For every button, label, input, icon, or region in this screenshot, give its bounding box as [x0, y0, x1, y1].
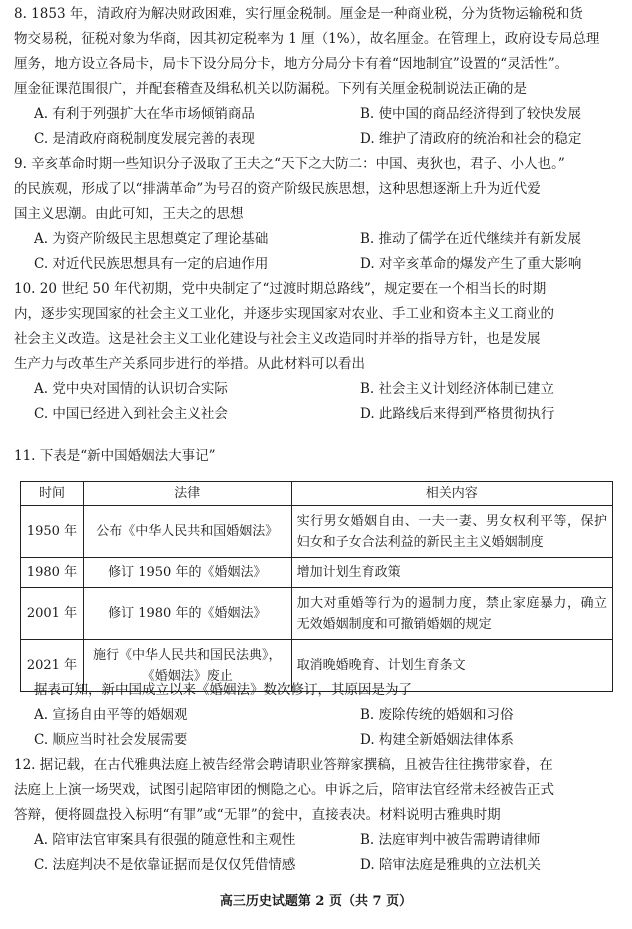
q10-option-c: C. 中国已经进入到社会主义社会: [34, 406, 228, 422]
q12-option-b: B. 法庭审判中被告需聘请律师: [360, 832, 541, 848]
table-header-content: 相关内容: [291, 482, 612, 506]
q8-option-a: A. 有利于列强扩大在华市场倾销商品: [34, 106, 255, 122]
q8-line-3: 厘务，地方设立各局卡，局卡下设分局分卡，地方分局分卡有着“因地制宜”设置的“灵活性”。: [14, 56, 569, 72]
q10-option-b: B. 社会主义计划经济体制已建立: [360, 381, 555, 397]
table-cell-year: 1980 年: [21, 558, 84, 588]
q9-option-d: D. 对辛亥革命的爆发产生了重大影响: [360, 256, 582, 272]
q9-line-2: 的民族观，形成了以“排满革命”为号召的资产阶级民族思想，这种思想逐渐上升为近代爱: [14, 181, 541, 197]
q10-option-a: A. 党中央对国情的认识切合实际: [34, 381, 228, 397]
table-row: [21, 558, 613, 588]
table-cell-law: 修订 1980 年的《婚姻法》: [83, 588, 291, 640]
q9-line-3: 国主义思潮。由此可知，王夫之的思想: [14, 206, 244, 222]
q12-option-a: A. 陪审法官审案具有很强的随意性和主观性: [34, 832, 296, 848]
table-header-law: 法律: [83, 482, 291, 506]
q12-line-3: 答辩，便将圆盘投入标明“有罪”或“无罪”的瓮中，直接表决。材料说明古雅典时期: [14, 807, 501, 823]
table-cell-year: 2021 年: [21, 640, 84, 692]
table-header-row: [21, 482, 613, 506]
q12-line-2: 法庭上上演一场哭戏，试图引起陪审团的恻隐之心。申诉之后，陪审法官经常未经被告正式: [14, 782, 554, 798]
q11-stem: 据表可知，新中国成立以来《婚姻法》数次修订，其原因是为了: [34, 682, 412, 698]
q9-option-b: B. 推动了儒学在近代继续并有新发展: [360, 231, 582, 247]
q8-line-2: 物交易税，征税对象为华商，因其初定税率为 1 厘（1%），故名厘金。在管理上，政府设专局总理: [14, 31, 600, 47]
table-cell-law: 公布《中华人民共和国婚姻法》: [83, 506, 291, 558]
table-row: [21, 588, 613, 640]
table-cell-content: 取消晚婚晚育、计划生育条文: [291, 640, 612, 692]
q9-option-a: A. 为资产阶级民主思想奠定了理论基础: [34, 231, 269, 247]
q9-line-1: 9. 辛亥革命时期一些知识分子汲取了王夫之“天下之大防二：中国、夷狄也，君子、小人也。”: [14, 156, 565, 172]
marriage-law-table: [20, 481, 613, 692]
q10-line-3: 社会主义改造。这是社会主义工业化建设与社会主义改造同时并举的指导方针，也是发展: [14, 331, 541, 347]
q10-line-1: 10. 20 世纪 50 年代初期，党中央制定了“过渡时期总路线”，规定要在一个相当长的时期: [14, 281, 547, 297]
q11-intro: 11. 下表是“新中国婚姻法大事记”: [14, 448, 216, 464]
q11-option-a: A. 宣扬自由平等的婚姻观: [34, 707, 188, 723]
q12-line-1: 12. 据记载，在古代雅典法庭上被告经常会聘请职业答辩家撰稿，且被告往往携带家眷，在: [14, 757, 553, 773]
table-cell-law: 修订 1950 年的《婚姻法》: [83, 558, 291, 588]
q12-option-d: D. 陪审法庭是雅典的立法机关: [360, 857, 541, 873]
table-cell-law: 施行《中华人民共和国民法典》，《婚姻法》废止: [83, 640, 291, 692]
q11-option-d: D. 构建全新婚姻法律体系: [360, 732, 514, 748]
q11-option-c: C. 顺应当时社会发展需要: [34, 732, 188, 748]
table-cell-year: 2001 年: [21, 588, 84, 640]
q8-option-d: D. 维护了清政府的统治和社会的稳定: [360, 131, 582, 147]
page-footer: 高三历史试题第 2 页（共 7 页）: [219, 894, 413, 909]
q8-line-1: 8. 1853 年，清政府为解决财政困难，实行厘金税制。厘金是一种商业税，分为货物运输税和货: [14, 6, 583, 22]
q9-option-c: C. 对近代民族思想具有一定的启迪作用: [34, 256, 269, 272]
table-cell-year: 1950 年: [21, 506, 84, 558]
q8-option-c: C. 是清政府商税制度发展完善的表现: [34, 131, 255, 147]
table-row: [21, 506, 613, 558]
q10-line-2: 内，逐步实现国家的社会主义工业化，并逐步实现国家对农业、手工业和资本主义工商业的: [14, 306, 554, 322]
q10-line-4: 生产力与改革生产关系同步进行的举措。从此材料可以看出: [14, 356, 365, 372]
table-cell-content: 增加计划生育政策: [291, 558, 612, 588]
q8-option-b: B. 使中国的商品经济得到了较快发展: [360, 106, 582, 122]
table-header-time: 时间: [21, 482, 84, 506]
table-cell-content: 加大对重婚等行为的遏制力度，禁止家庭暴力，确立无效婚姻制度和可撤销婚姻的规定: [291, 588, 612, 640]
q10-option-d: D. 此路线后来得到严格贯彻执行: [360, 406, 555, 422]
q8-line-4: 厘金征课范围很广，并配套稽查及缉私机关以防漏税。下列有关厘金税制说法正确的是: [14, 81, 527, 97]
q11-option-b: B. 废除传统的婚姻和习俗: [360, 707, 514, 723]
q12-option-c: C. 法庭判决不是依靠证据而是仅仅凭借情感: [34, 857, 296, 873]
table-cell-content: 实行男女婚姻自由、一夫一妻、男女权利平等，保护妇女和子女合法利益的新民主主义婚姻制度: [291, 506, 612, 558]
